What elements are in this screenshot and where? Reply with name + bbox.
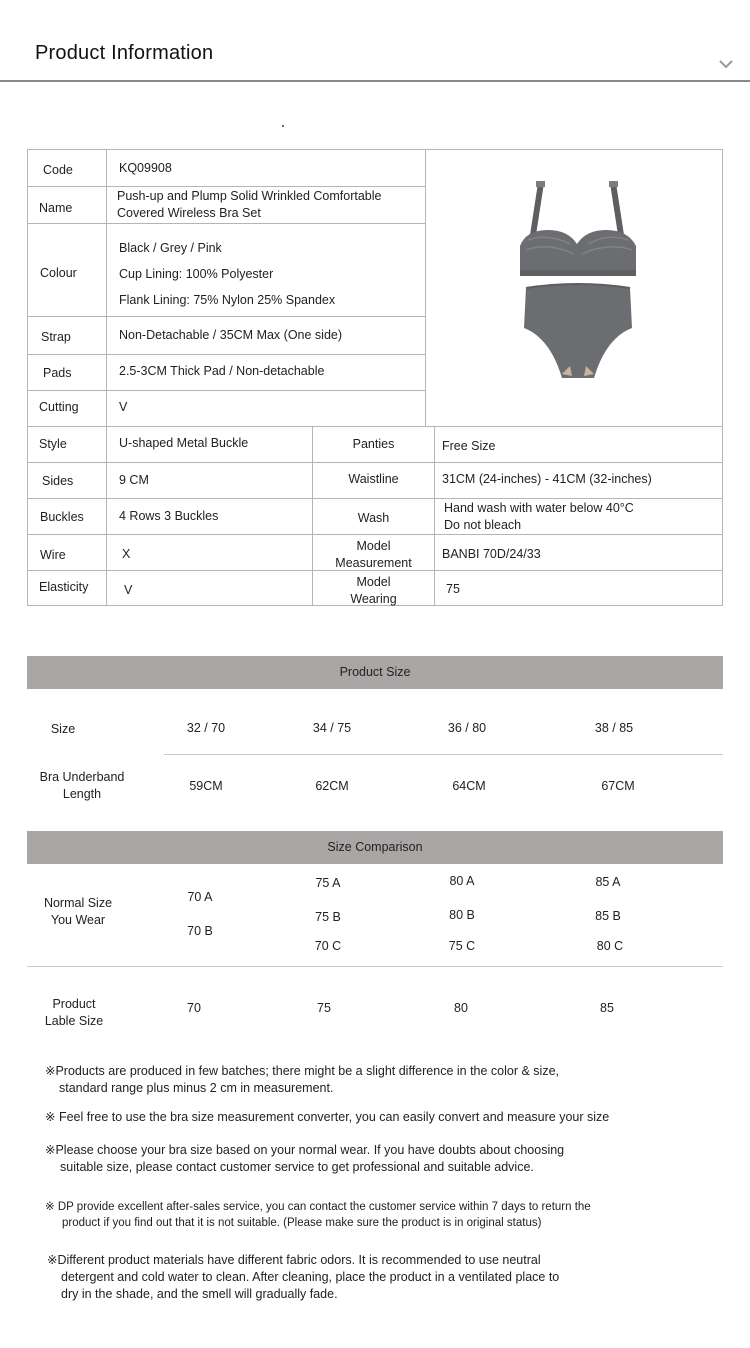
compare-c2-r3: 70 C (314, 939, 342, 953)
decorative-dot (282, 125, 284, 127)
header-divider (0, 80, 750, 82)
model-measurement-label: Model Measurement (335, 539, 412, 570)
page-title: Product Information (35, 42, 214, 64)
panties-label: Panties (352, 437, 395, 451)
pads-label: Pads (43, 366, 72, 380)
note-converter: ※ Feel free to use the bra size measurement converter, you can easily convert and measure your size (45, 1110, 610, 1124)
underband-1: 59CM (189, 779, 223, 793)
sides-label: Sides (42, 474, 74, 488)
compare-c4-r2: 85 B (595, 909, 621, 923)
compare-c4-r1: 85 A (595, 875, 621, 889)
elasticity-value: V (124, 583, 133, 597)
wash-value: Hand wash with water below 40°C Do not bleach (444, 501, 634, 532)
size-1: 32 / 70 (186, 721, 226, 735)
compare-c3-r2: 80 B (449, 908, 475, 922)
cutting-value: V (119, 400, 128, 414)
product-image (498, 178, 658, 400)
waistline-label: Waistline (348, 472, 399, 486)
compare-c3-r3: 75 C (448, 939, 476, 953)
panties-value: Free Size (442, 439, 496, 453)
note-odors: ※Different product materials have different fabric odors. It is recommended to use neutral detergent and cold water to clean. After cleaning, place the product in a ventilated place to dry in the shade, and the smell will gradually fade. (47, 1253, 560, 1301)
wash-label: Wash (357, 511, 390, 525)
compare-c3-r1: 80 A (449, 874, 475, 888)
lable-size-3: 80 (454, 1001, 468, 1015)
code-value: KQ09908 (119, 161, 172, 175)
model-measurement-value: BANBI 70D/24/33 (442, 547, 541, 561)
lable-size-4: 85 (600, 1001, 614, 1015)
compare-c1-r2: 70 B (187, 924, 213, 938)
size-comparison-header: Size Comparison (27, 831, 723, 864)
pads-value: 2.5-3CM Thick Pad / Non-detachable (119, 364, 325, 378)
underband-4: 67CM (601, 779, 635, 793)
buckles-label: Buckles (40, 510, 84, 524)
chevron-down-icon[interactable] (718, 58, 734, 70)
code-label: Code (43, 163, 73, 177)
colour-value: Black / Grey / Pink Cup Lining: 100% Polyester Flank Lining: 75% Nylon 25% Spandex (119, 241, 336, 307)
compare-c2-r1: 75 A (315, 876, 341, 890)
underband-label: Bra Underband Length (39, 770, 125, 801)
strap-label: Strap (41, 330, 71, 344)
compare-c1-r1: 70 A (187, 890, 213, 904)
waistline-value: 31CM (24-inches) - 41CM (32-inches) (442, 472, 652, 486)
size-2: 34 / 75 (312, 721, 352, 735)
product-size-header: Product Size (27, 656, 723, 689)
lable-size-1: 70 (187, 1001, 201, 1015)
underband-3: 64CM (452, 779, 486, 793)
model-wearing-value: 75 (446, 582, 460, 596)
lable-size-2: 75 (317, 1001, 331, 1015)
name-label: Name (39, 201, 73, 215)
colour-label: Colour (40, 266, 77, 280)
compare-c4-r3: 80 C (596, 939, 624, 953)
note-after-sales: ※ DP provide excellent after-sales service, you can contact the customer service within 7 days to return the product if you find out that it is not suitable. (Please make sure the product is in original status) (45, 1201, 591, 1229)
model-wearing-label: Model Wearing (350, 575, 397, 606)
cutting-label: Cutting (39, 400, 79, 414)
style-value: U-shaped Metal Buckle (119, 436, 249, 450)
wire-label: Wire (40, 548, 66, 562)
note-choose-size: ※Please choose your bra size based on your normal wear. If you have doubts about choosing suitable size, please contact customer service to get professional and suitable advice. (45, 1143, 565, 1174)
underband-2: 62CM (315, 779, 349, 793)
size-divider (164, 754, 723, 755)
sides-value: 9 CM (119, 473, 149, 487)
size-3: 36 / 80 (447, 721, 487, 735)
size-4: 38 / 85 (594, 721, 634, 735)
style-label: Style (39, 437, 67, 451)
name-value: Push-up and Plump Solid Wrinkled Comfortable Covered Wireless Bra Set (117, 189, 382, 220)
wire-value: X (122, 547, 131, 561)
product-info-table (27, 149, 723, 606)
note-batches: ※Products are produced in few batches; there might be a slight difference in the color & size, standard range plus minus 2 cm in measurement. (45, 1064, 559, 1095)
normal-size-label: Normal Size You Wear (43, 896, 113, 927)
comparison-divider (27, 966, 723, 967)
compare-c2-r2: 75 B (315, 910, 341, 924)
strap-value: Non-Detachable / 35CM Max (One side) (119, 328, 343, 342)
lable-size-label: Product Lable Size (44, 997, 104, 1028)
elasticity-label: Elasticity (39, 580, 89, 594)
buckles-value: 4 Rows 3 Buckles (119, 509, 219, 523)
size-label: Size (50, 722, 76, 736)
